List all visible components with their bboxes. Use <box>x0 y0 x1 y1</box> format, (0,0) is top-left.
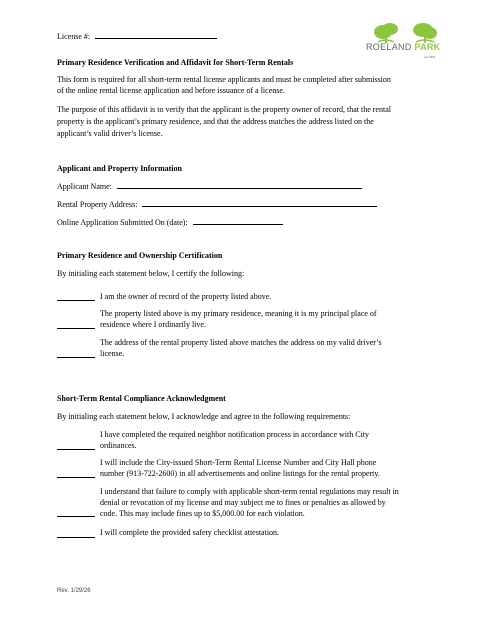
revision-footer: Rev. 1/29/26 <box>57 588 91 594</box>
intro-p1-line1: This form is required for all short-term rental license applicants and must be completed after submission <box>57 75 391 84</box>
license-number-row <box>57 30 217 42</box>
license-number-field[interactable] <box>95 30 217 39</box>
logo-established: est 1951 <box>424 55 436 59</box>
initial-field[interactable] <box>57 537 95 538</box>
initial-field[interactable] <box>57 300 95 301</box>
initial-field[interactable] <box>57 477 95 478</box>
compliance-item-2-line2: number (913-722-2600) in all advertisements and online listings for the rental property. <box>100 469 380 478</box>
applicant-name-field[interactable] <box>117 180 362 189</box>
compliance-item-3-line2: denial or revocation of my license and may subject me to fines or penalties as allowed by <box>100 498 386 507</box>
initial-field[interactable] <box>57 516 95 517</box>
compliance-item-1-line2: ordinances. <box>100 441 137 450</box>
compliance-item-3-line1: I understand that failure to comply with applicable short-term rental regulations may result in <box>100 487 399 496</box>
intro-p2-line1: The purpose of this affidavit is to verify that the applicant is the property owner of record, that the rental <box>57 105 391 114</box>
residence-item-1: I am the owner of record of the property listed above. <box>100 292 272 301</box>
initial-field[interactable] <box>57 357 95 358</box>
rental-address-row <box>57 198 377 210</box>
residence-item-2-line2: residence where I ordinarily live. <box>100 320 206 329</box>
compliance-item-1-line1: I have completed the required neighbor notification process in accordance with City <box>100 430 370 439</box>
applicant-name-row <box>57 180 362 192</box>
applicant-name-label: Applicant Name: <box>57 182 112 191</box>
logo-park: PARK <box>414 42 441 52</box>
applicant-section-heading: Applicant and Property Information <box>57 164 182 173</box>
submitted-on-field[interactable] <box>193 216 283 225</box>
initial-field[interactable] <box>57 449 95 450</box>
rental-address-label: Rental Property Address: <box>57 200 138 209</box>
residence-instruction: By initialing each statement below, I certify the following: <box>57 269 245 278</box>
tree-icon <box>413 23 437 43</box>
license-number-label: License #: <box>57 32 91 41</box>
residence-item-3-line2: license. <box>100 349 125 358</box>
form-title: Primary Residence Verification and Affidavit for Short-Term Rentals <box>57 58 294 67</box>
residence-section-heading: Primary Residence and Ownership Certification <box>57 251 223 260</box>
compliance-section-heading: Short-Term Rental Compliance Acknowledgment <box>57 394 226 403</box>
logo-roeland: ROELAND <box>366 42 412 52</box>
compliance-item-4: I will complete the provided safety checklist attestation. <box>100 528 280 537</box>
logo-wordmark <box>366 42 440 52</box>
compliance-item-2-line1: I will include the City-issued Short-Term Rental License Number and City Hall phone <box>100 458 377 467</box>
residence-item-3-line1: The address of the rental property listed above matches the address on my valid driver’s <box>100 338 382 347</box>
intro-p2-line2: property is the applicant’s primary residence, and that the address matches the address listed on the <box>57 117 374 126</box>
tree-icon <box>374 23 398 43</box>
compliance-instruction: By initialing each statement below, I acknowledge and agree to the following requirements: <box>57 412 351 421</box>
intro-p2-line3: applicant’s valid driver’s license. <box>57 129 163 138</box>
initial-field[interactable] <box>57 328 95 329</box>
residence-item-2-line1: The property listed above is my primary residence, meaning it is my principal place of <box>100 309 377 318</box>
intro-p1-line2: of the online rental license application and before issuance of a license. <box>57 86 285 95</box>
rental-address-field[interactable] <box>142 198 377 207</box>
submitted-on-row <box>57 216 283 228</box>
submitted-on-label: Online Application Submitted On (date): <box>57 218 188 227</box>
compliance-item-3-line3: code. This may include fines up to $5,000.00 for each violation. <box>100 509 305 518</box>
